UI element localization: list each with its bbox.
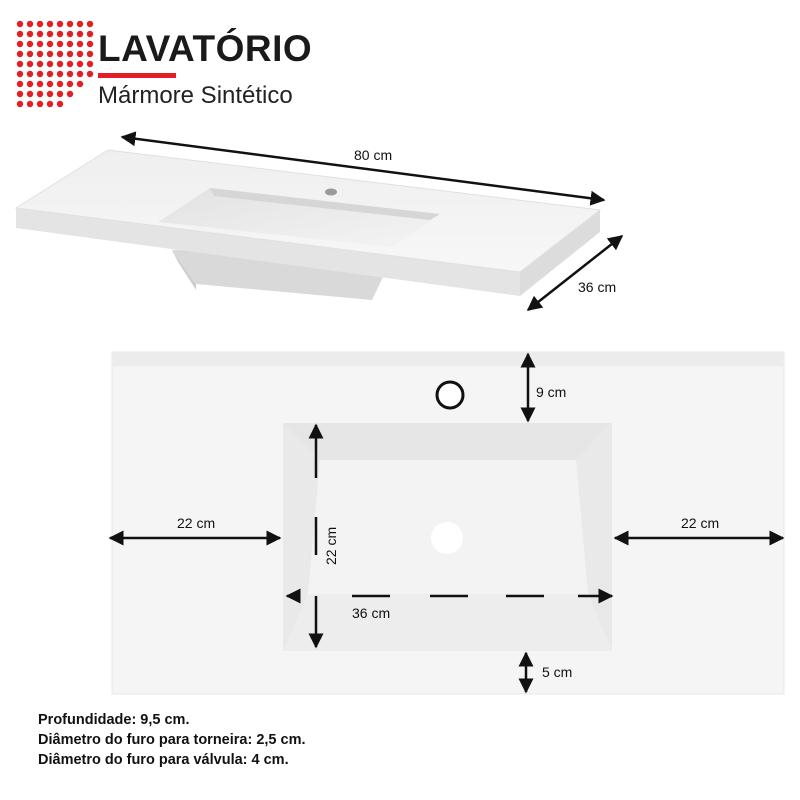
logo-dot [77,21,83,27]
logo-dot [87,51,93,57]
logo-dot [27,71,33,77]
logo-dot [67,41,73,47]
logo-dot [37,31,43,37]
logo-dot [17,21,23,27]
logo-dot [17,41,23,47]
logo-dot [67,61,73,67]
logo-dot [37,41,43,47]
logo-dot [37,101,43,107]
logo-dot [87,61,93,67]
logo-dot [77,31,83,37]
logo-dot [17,101,23,107]
logo-dot [87,41,93,47]
dimension-label-36cm-bowl-width: 36 cm [352,605,391,621]
logo-dot [17,71,23,77]
logo-dot [27,51,33,57]
logo-dot [77,51,83,57]
page-title: LAVATÓRIO [98,28,313,69]
note-faucet-hole: Diâmetro do furo para torneira: 2,5 cm. [38,732,306,748]
logo-dot [47,91,53,97]
logo-dot [67,71,73,77]
logo-dot [57,71,63,77]
logo-dot [77,81,83,87]
logo-dot [17,61,23,67]
logo-dot [27,101,33,107]
dimension-label-80cm: 80 cm [354,147,393,163]
logo-dot [17,91,23,97]
logo-dot [57,91,63,97]
dimension-label-36cm-depth: 36 cm [578,279,617,295]
logo-dot [37,61,43,67]
logo-dot [37,91,43,97]
logo-dot [17,51,23,57]
note-depth: Profundidade: 9,5 cm. [38,712,190,728]
spec-notes [38,710,306,770]
logo-dot [57,31,63,37]
logo-dot [27,61,33,67]
logo-dot [27,31,33,37]
logo-dot [47,31,53,37]
dimension-label-22cm-right: 22 cm [681,515,720,531]
logo-dot [17,31,23,37]
dimension-label-5cm: 5 cm [542,664,573,680]
logo-dot [37,81,43,87]
logo-dot [47,81,53,87]
logo-dot [47,41,53,47]
logo-dot [57,21,63,27]
logo-dot [87,31,93,37]
logo-dot [67,21,73,27]
logo-dot [27,81,33,87]
logo-dot [57,51,63,57]
logo-dot [37,71,43,77]
logo-dot [27,41,33,47]
title-underline [98,73,176,78]
logo-dot [57,81,63,87]
logo-dot [17,81,23,87]
logo-dot [27,21,33,27]
dimension-label-22cm-left: 22 cm [177,515,216,531]
logo-dot [47,51,53,57]
logo-dot [77,71,83,77]
logo-dot [57,41,63,47]
logo-dot [47,101,53,107]
note-valve-hole: Diâmetro do furo para válvula: 4 cm. [38,752,289,768]
logo-dot [47,71,53,77]
logo-dot [27,91,33,97]
logo-dot [57,61,63,67]
logo-dot [67,81,73,87]
logo-dot [47,21,53,27]
logo-dot [77,61,83,67]
sink-3d-view [16,150,600,300]
logo-dot [67,51,73,57]
logo-dot [47,61,53,67]
logo-dot [87,21,93,27]
logo-dot [67,91,73,97]
logo-dot [37,51,43,57]
logo-dot [37,21,43,27]
logo-dot [67,31,73,37]
logo-dot-grid-icon [17,21,93,107]
dimension-label-9cm: 9 cm [536,384,567,400]
logo-dot [87,71,93,77]
page-subtitle: Mármore Sintético [98,82,293,109]
logo-dot [77,41,83,47]
dimension-label-22cm-bowl-height: 22 cm [323,526,339,565]
logo-dot [57,101,63,107]
